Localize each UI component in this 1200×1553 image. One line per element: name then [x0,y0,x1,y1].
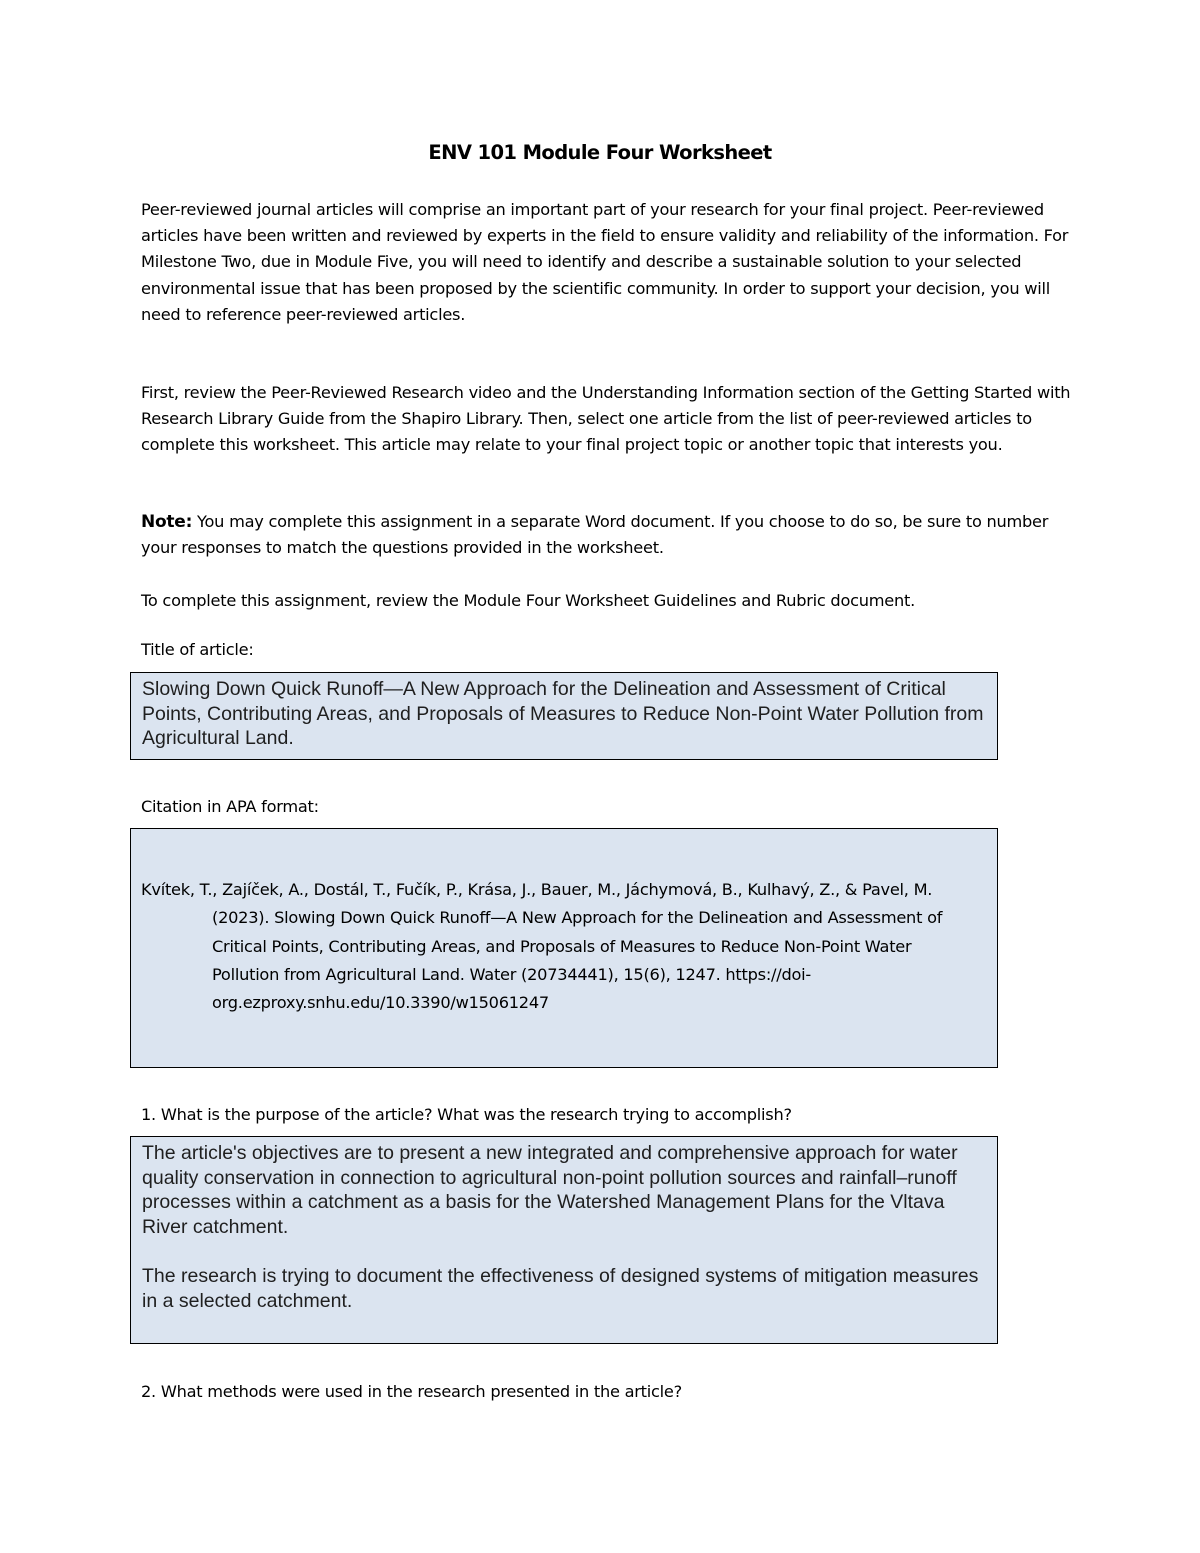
note-text: You may complete this assignment in a separate Word document. If you choose to do so, be sure to number your responses to match the questions provided in the worksheet. [141,512,1049,558]
intro-paragraph: Peer-reviewed journal articles will comprise an important part of your research for your final project. Peer-reviewed articles have been written and reviewed by experts in the field to ensure validity and reliability of the information. For Milestone Two, due in Module Five, you will need to identify and describe a sustainable solution to your selected environmental issue that has been proposed by the scientific community. In order to support your decision, you will need to reference peer-reviewed articles. [141,200,1069,324]
page-title: ENV 101 Module Four Worksheet [428,141,772,164]
answer-1-paragraph-2: The research is trying to document the effectiveness of designed systems of mitigation measures in a selected catchment. [142,1264,979,1312]
review-paragraph: First, review the Peer-Reviewed Research video and the Understanding Information section of the Getting Started with Research Library Guide from the Shapiro Library. Then, select one article from the list of peer-reviewed articles to complete this worksheet. This article may relate to your final project topic or another topic that interests you. [141,383,1071,455]
question-2: 2. What methods were used in the research presented in the article? [141,1382,682,1401]
note-paragraph [141,509,1071,561]
article-title-text: Slowing Down Quick Runoff—A New Approach for the Delineation and Assessment of Critical Points, Contributing Areas, and Proposals of Measures to Reduce Non-Point Water Pollution from Agricultural Land. [142,678,984,750]
answer-1-box[interactable] [130,1136,998,1344]
answer-1-paragraph-1: The article's objectives are to present a new integrated and comprehensive approach for water quality conservation in connection to agricultural non-point pollution sources and rainfall–runoff processes within a catchment as a basis for the Watershed Management Plans for the Vltava River catchment. [142,1142,958,1238]
note-label: Note: [141,512,193,532]
citation-label: Citation in APA format: [141,797,319,816]
answer-spacer [131,1239,997,1264]
title-label: Title of article: [141,640,254,659]
article-title-box[interactable] [130,672,998,760]
question-1: 1. What is the purpose of the article? What was the research trying to accomplish? [141,1105,792,1124]
complete-paragraph: To complete this assignment, review the Module Four Worksheet Guidelines and Rubric document. [141,591,916,610]
citation-text: Kvítek, T., Zajíček, A., Dostál, T., Fučík, P., Krása, J., Bauer, M., Jáchymová, B., Kulhavý, Z., & Pavel, M. (2023). Slowing Down Quick Runoff—A New Approach for the Delineation and Assessment of Critical Points, Contributing Areas, and Proposals of Measures to Reduce Non-Point Water Pollution from Agricultural Land. Water (20734441), 15(6), 1247. https://doi-org.ezproxy.snhu.edu/10.3390/w15061247 [141,880,943,1013]
